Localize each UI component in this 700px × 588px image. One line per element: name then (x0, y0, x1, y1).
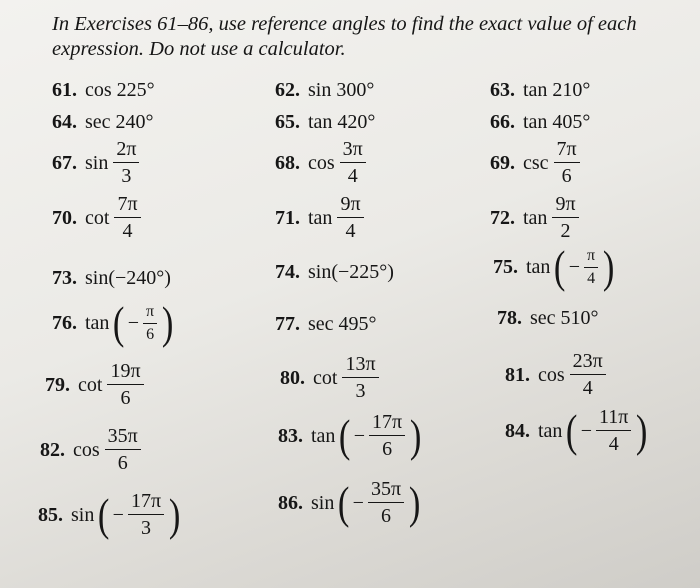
function-name: tan (538, 419, 563, 442)
denominator: 6 (120, 387, 131, 409)
fraction (143, 303, 157, 344)
right-paren: ) (168, 488, 181, 540)
numerator: 35π (368, 478, 404, 503)
fraction (105, 425, 141, 474)
function-name: cot (78, 373, 103, 396)
left-paren: ( (338, 476, 350, 528)
function-name: tan (526, 256, 551, 278)
exercise-expression: sin(−240°) (85, 267, 171, 289)
numerator: 19π (107, 360, 143, 385)
function-name: cot (313, 366, 338, 389)
exercise-expression: sec 240° (85, 111, 154, 133)
exercise-67 (52, 138, 142, 187)
numerator: 9π (337, 193, 363, 218)
numerator: 11π (596, 406, 631, 431)
fraction (114, 193, 140, 242)
exercise-number: 73. (52, 267, 77, 289)
function-name: sin (85, 151, 109, 174)
exercise-63 (490, 80, 590, 100)
exercise-number: 78. (497, 307, 522, 329)
exercise-64 (52, 112, 154, 132)
denominator: 3 (141, 517, 151, 539)
function-name: csc (523, 151, 549, 174)
fraction (570, 350, 606, 399)
exercise-85 (38, 490, 182, 539)
exercise-number: 81. (505, 363, 530, 386)
exercise-77 (275, 314, 377, 334)
exercise-expression: tan 420° (308, 111, 376, 133)
exercise-number: 68. (275, 151, 300, 174)
exercise-61 (52, 80, 155, 100)
fraction (584, 247, 598, 288)
denominator: 6 (381, 505, 391, 527)
exercise-expression: sec 510° (530, 307, 599, 329)
exercise-number: 67. (52, 151, 77, 174)
exercise-75 (493, 241, 616, 292)
function-name: tan (311, 424, 336, 447)
denominator: 3 (355, 380, 366, 402)
exercise-expression: cos 225° (85, 79, 155, 101)
right-paren: ) (636, 404, 648, 456)
exercise-number: 76. (52, 312, 77, 334)
denominator: 4 (122, 220, 133, 242)
exercise-74 (275, 262, 394, 282)
exercise-number: 69. (490, 151, 515, 174)
function-name: sin (311, 491, 335, 514)
denominator: 4 (587, 269, 596, 287)
fraction (368, 478, 404, 527)
exercise-number: 62. (275, 79, 300, 101)
denominator: 6 (561, 165, 572, 187)
exercise-number: 65. (275, 111, 300, 133)
fraction (128, 490, 164, 539)
left-paren: ( (566, 404, 578, 456)
exercise-62 (275, 80, 374, 100)
fraction (113, 138, 139, 187)
exercise-84 (505, 406, 650, 455)
right-paren: ) (410, 409, 422, 461)
fraction (596, 406, 631, 455)
exercise-70 (52, 193, 144, 242)
exercise-expression: sec 495° (308, 313, 377, 335)
exercise-number: 83. (278, 424, 303, 447)
function-name: cot (85, 206, 110, 229)
function-name: sin (71, 503, 95, 526)
exercise-71 (275, 193, 367, 242)
left-paren: ( (554, 241, 566, 292)
exercise-86 (278, 478, 422, 527)
exercise-expression: tan 405° (523, 111, 591, 133)
fraction (369, 411, 405, 460)
denominator: 4 (345, 220, 356, 242)
exercise-83 (278, 411, 423, 460)
exercise-expression: tan 210° (523, 79, 591, 101)
exercise-number: 66. (490, 111, 515, 133)
exercise-number: 82. (40, 438, 65, 461)
exercise-number: 74. (275, 261, 300, 283)
numerator: 7π (114, 193, 140, 218)
exercise-number: 63. (490, 79, 515, 101)
exercise-number: 85. (38, 503, 63, 526)
exercise-79 (45, 360, 147, 409)
function-name: tan (523, 206, 548, 229)
left-paren: ( (113, 297, 125, 348)
minus-sign: − (580, 419, 593, 442)
left-paren: ( (98, 488, 110, 540)
numerator: 17π (369, 411, 405, 436)
numerator: 23π (570, 350, 606, 375)
exercise-78 (497, 308, 599, 328)
denominator: 6 (117, 452, 128, 474)
exercise-82 (40, 425, 144, 474)
exercise-number: 72. (490, 206, 515, 229)
minus-sign: − (568, 256, 581, 278)
instructions-text: In Exercises 61–86, use reference angles to find the exact value of each expression. Do not use a calculator. (52, 13, 637, 60)
function-name: cos (73, 438, 100, 461)
function-name: tan (308, 206, 333, 229)
minus-sign: − (352, 491, 364, 514)
denominator: 2 (560, 220, 571, 242)
exercise-81 (505, 350, 609, 399)
exercise-number: 71. (275, 206, 300, 229)
exercise-number: 86. (278, 491, 303, 514)
numerator: π (143, 303, 157, 324)
minus-sign: − (353, 424, 366, 447)
numerator: 17π (128, 490, 164, 515)
numerator: 35π (105, 425, 141, 450)
exercise-73 (52, 268, 171, 288)
fraction (342, 353, 378, 402)
numerator: 3π (340, 138, 366, 163)
exercise-number: 77. (275, 313, 300, 335)
exercise-expression: sin 300° (308, 79, 375, 101)
numerator: 7π (554, 138, 580, 163)
denominator: 4 (582, 377, 593, 399)
exercise-80 (280, 353, 382, 402)
minus-sign: − (112, 503, 124, 526)
fraction (337, 193, 363, 242)
function-name: cos (308, 151, 335, 174)
exercise-number: 84. (505, 419, 530, 442)
exercise-72 (490, 193, 582, 242)
denominator: 4 (347, 165, 358, 187)
fraction (107, 360, 143, 409)
exercise-number: 79. (45, 373, 70, 396)
exercise-number: 80. (280, 366, 305, 389)
exercise-69 (490, 138, 583, 187)
numerator: π (584, 247, 598, 268)
exercise-number: 70. (52, 206, 77, 229)
function-name: tan (85, 312, 110, 334)
denominator: 6 (146, 325, 155, 343)
numerator: 2π (113, 138, 139, 163)
exercise-68 (275, 138, 369, 187)
denominator: 4 (608, 433, 619, 455)
exercise-66 (490, 112, 590, 132)
exercise-76 (52, 297, 175, 348)
fraction (552, 193, 578, 242)
left-paren: ( (339, 409, 351, 461)
right-paren: ) (603, 241, 615, 292)
fraction (340, 138, 366, 187)
exercise-number: 61. (52, 79, 77, 101)
denominator: 3 (121, 165, 132, 187)
exercise-expression: sin(−225°) (308, 261, 394, 283)
fraction (554, 138, 580, 187)
numerator: 9π (552, 193, 578, 218)
exercise-number: 75. (493, 256, 518, 278)
function-name: cos (538, 363, 565, 386)
denominator: 6 (382, 438, 393, 460)
right-paren: ) (408, 476, 421, 528)
exercise-65 (275, 112, 375, 132)
numerator: 13π (342, 353, 378, 378)
right-paren: ) (162, 297, 174, 348)
minus-sign: − (127, 312, 140, 334)
exercise-number: 64. (52, 111, 77, 133)
